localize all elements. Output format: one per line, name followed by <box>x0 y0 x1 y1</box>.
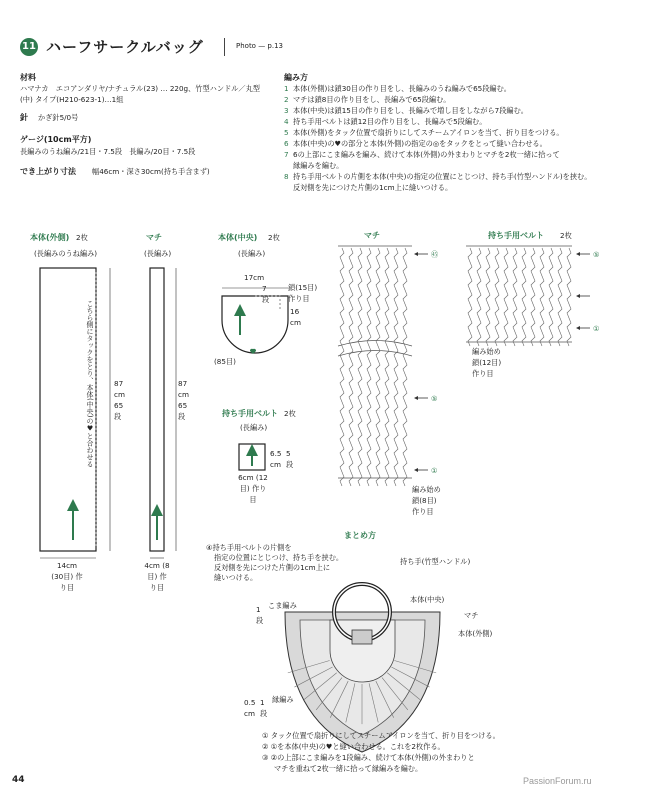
page-number: 44 <box>12 775 25 785</box>
needle-value: かぎ針5/0号 <box>38 113 79 122</box>
step-number: 2 <box>284 95 289 104</box>
outer-stitch: (長編みのうね編み) <box>34 249 98 258</box>
step-text: 反対側を先につけた片側の1cm上に縫いつける。 <box>293 183 453 192</box>
step-text: 本体(外側)をタック位置で扇折りにしてスチームアイロンを当て、折り目をつける。 <box>293 128 564 137</box>
assembly-handle-label: 持ち手(竹型ハンドル) <box>400 557 471 566</box>
belt-stitch-column <box>486 248 490 346</box>
step-number: 3 <box>284 106 289 115</box>
assembly-edge-label: 縁編み <box>272 695 294 704</box>
gusset-stitch: (長編み) <box>144 249 172 258</box>
gusset-chart-row-top: ㊺ <box>431 250 439 259</box>
gusset-chart-row-1: ① <box>431 466 438 475</box>
photo-reference: Photo — p.13 <box>236 42 283 50</box>
belt-chart-row-5: ⑤ <box>593 250 600 259</box>
belt-crochet-chart <box>466 246 572 342</box>
center-edge: (85目) <box>214 357 236 366</box>
belt-stitch-column <box>567 248 571 346</box>
assembly-footnote-4: マチを重ねて2枚一緒に拾って縁編みを編む。 <box>274 764 423 773</box>
gusset-schematic <box>150 268 176 558</box>
step-text: 縁編みを編む。 <box>293 161 344 170</box>
assembly-title: まとめ方 <box>344 531 376 540</box>
belt-stitch-column <box>468 248 472 346</box>
materials-line-1: ハマナカ エコアンダリヤ/ナチュラル(23) … 220g、竹型ハンドル／丸型 <box>20 84 260 93</box>
belt-count: 2枚 <box>284 409 296 418</box>
belt-stitch-column <box>531 248 535 346</box>
gusset-stitch-column <box>385 248 389 486</box>
center-depth: 16 cm <box>290 307 301 327</box>
gusset-chart-title: マチ <box>364 231 380 240</box>
outer-body-schematic <box>40 268 110 558</box>
assembly-sc-rows: 1 段 <box>256 605 264 625</box>
belt-schematic <box>239 444 265 470</box>
belt-stitch-column <box>495 248 499 346</box>
gusset-chart-row-5: ⑤ <box>431 394 438 403</box>
belt-chart-title: 持ち手用ベルト <box>488 231 544 240</box>
step-number: 7 <box>284 150 289 159</box>
center-count: 2枚 <box>268 233 280 242</box>
gauge-value: 長編みのうね編み/21目・7.5段 長編み/20目・7.5段 <box>20 147 196 156</box>
materials-line-2: (中) タイプ(H210-623-1)…1組 <box>20 95 124 104</box>
step-number: 6 <box>284 139 289 148</box>
gusset-chart-stitches <box>340 248 407 486</box>
outer-side-note: こちら側にタックをとり、本体(中央)の♥と合わせる <box>86 300 94 468</box>
step-text: 持ち手用ベルトは鎖12目の作り目をし、長編みで5段編む。 <box>293 117 487 126</box>
step-number: 4 <box>284 117 289 126</box>
assembly-illustration <box>285 584 440 752</box>
outer-count: 2枚 <box>76 233 88 242</box>
belt-stitch-column <box>513 248 517 346</box>
step-number: 5 <box>284 128 289 137</box>
needle-heading: 針 <box>20 113 28 122</box>
watermark: PassionForum.ru <box>523 776 592 786</box>
belt-stitch-column <box>549 248 553 346</box>
assembly-edge-rows: 1 段 <box>260 698 268 718</box>
gusset-stitch-column <box>349 248 353 486</box>
step-text: 本体(外側)は鎖30目の作り目をし、長編みのうね編みで65段編む。 <box>293 84 511 93</box>
pattern-number-badge: 11 <box>20 38 38 56</box>
step-number: 1 <box>284 84 289 93</box>
belt-rows: 5 段 <box>286 449 294 469</box>
assembly-note-4d: 縫いつける。 <box>214 573 258 582</box>
assembly-note-4a: ④持ち手用ベルトの片側を <box>206 543 292 552</box>
gusset-stitch-column <box>403 248 407 486</box>
assembly-footnote-1: ① タック位置で扇折りにしてスチームアイロンを当て、折り目をつける。 <box>262 731 500 740</box>
gusset-stitch-column <box>358 248 362 486</box>
belt-stitch-column <box>558 248 562 346</box>
page-title: ハーフサークルバッグ <box>46 38 204 56</box>
outer-title: 本体(外側) <box>30 233 70 242</box>
gusset-stitch-column <box>394 248 398 486</box>
size-heading: でき上がり寸法 <box>20 167 76 176</box>
assembly-footnote-2: ② ①を本体(中央)の♥と縫い合わせる。これを2枚作る。 <box>262 742 445 751</box>
belt-stitch-column <box>522 248 526 346</box>
gusset-title: マチ <box>146 233 162 242</box>
gusset-stitch-column <box>367 248 371 486</box>
belt-stitch: (長編み) <box>240 423 268 432</box>
center-inc: 7 段 <box>262 284 270 304</box>
assembly-outer-label: 本体(外側) <box>458 629 493 638</box>
center-body-schematic <box>222 288 288 354</box>
center-title: 本体(中央) <box>218 233 258 242</box>
assembly-gusset-label: マチ <box>464 611 479 620</box>
step-number: 8 <box>284 172 289 181</box>
assembly-note-4c: 反対側を先につけた片側の1cm上に <box>214 563 331 572</box>
materials-heading: 材料 <box>20 73 36 82</box>
outer-bottom: 14cm (30目) 作り目 <box>51 561 83 592</box>
belt-chart-stitches <box>468 248 571 346</box>
outer-height: 87 cm 65 段 <box>114 379 125 421</box>
step-text: 本体(中央)の♥の部分と本体(外側)の指定の◎をタックをとって縫い合わせる。 <box>293 139 547 148</box>
gusset-stitch-column <box>340 248 344 486</box>
belt-bottom: 6cm (12目) 作り目 <box>238 473 268 504</box>
gusset-chart-start: 編み始め 鎖(8目) 作り目 <box>412 485 441 516</box>
belt-stitch-column <box>477 248 481 346</box>
step-text: 本体(中央)は鎖15目の作り目をし、長編みで増し目をしながら7段編む。 <box>293 106 528 115</box>
belt-height: 6.5 cm <box>270 449 282 469</box>
belt-stitch-column <box>540 248 544 346</box>
assembly-note-4b: 指定の位置にとじつけ、持ち手を挟む。 <box>214 553 344 562</box>
assembly-footnote-3: ③ ②の上部にこま編みを1段編み、続けて本体(外側)の外まわりと <box>262 753 475 762</box>
gusset-stitch-column <box>376 248 380 486</box>
belt-title: 持ち手用ベルト <box>222 409 278 418</box>
center-chain: 鎖(15目) 作り目 <box>288 283 318 303</box>
gusset-height: 87 cm 65 段 <box>178 379 189 421</box>
belt-chart-count: 2枚 <box>560 231 572 240</box>
gusset-crochet-chart <box>338 246 412 478</box>
assembly-edge-size: 0.5 cm <box>244 698 256 718</box>
gusset-bottom: 4cm (8目) 作り目 <box>144 561 170 592</box>
assembly-sc-label: こま編み <box>268 601 297 610</box>
belt-chart-row-1: ① <box>593 324 600 333</box>
size-value: 幅46cm・深さ30cm(持ち手含まず) <box>92 167 210 176</box>
belt-chart-start: 編み始め 鎖(12目) 作り目 <box>472 347 502 378</box>
gauge-heading: ゲージ(10cm平方) <box>20 135 92 144</box>
step-text: マチは鎖8目の作り目をし、長編みで65段編む。 <box>293 95 451 104</box>
belt-stitch-column <box>504 248 508 346</box>
step-text: 6の上部にこま編みを編み、続けて本体(外側)の外まわりとマチを2枚一緒に拾って <box>293 150 560 159</box>
step-text: 持ち手用ベルトの片側を本体(中央)の指定の位置にとじつけ、持ち手(竹型ハンドル)を挟む。 <box>293 172 592 181</box>
method-heading: 編み方 <box>284 73 308 82</box>
center-stitch: (長編み) <box>238 249 266 258</box>
assembly-center-label: 本体(中央) <box>410 595 445 604</box>
center-width: 17cm <box>244 273 265 282</box>
